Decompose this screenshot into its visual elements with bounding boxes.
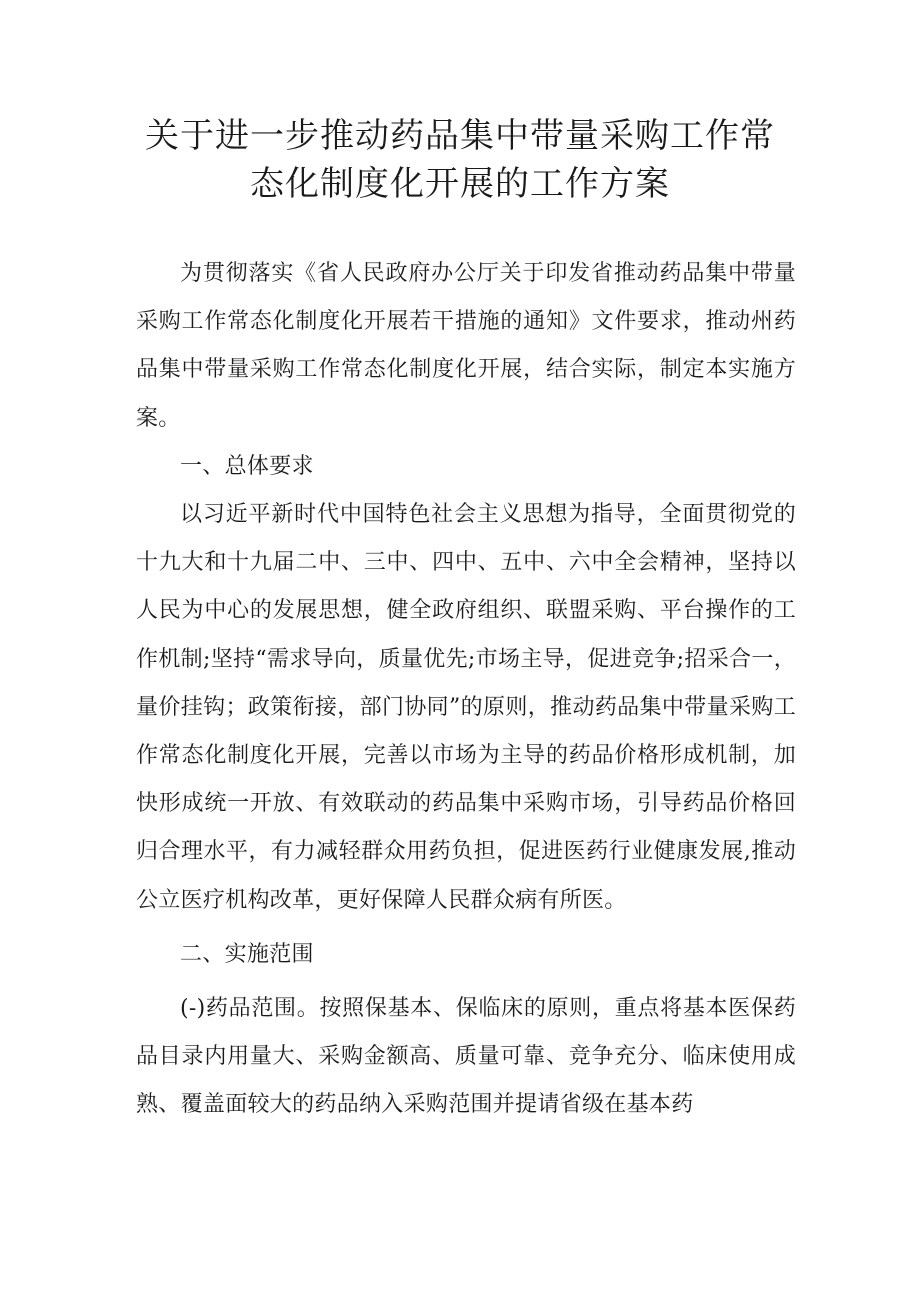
document-body xyxy=(136,250,796,1130)
document-title-line-1: 关于进一步推动药品集中带量采购工作常 xyxy=(145,116,775,156)
section-1-heading: 一、总体要求 xyxy=(180,453,314,479)
document-title-line-2: 态化制度化开展的工作方案 xyxy=(250,164,670,204)
intro-paragraph: 为贯彻落实《省人民政府办公厅关于印发省推动药品集中带量采购工作常态化制度化开展若干措施的通知》文件要求，推动州药品集中带量采购工作常态化制度化开展，结合实际，制定本实施方案。 xyxy=(136,261,796,431)
section-2-item-1-paragraph: (-)药品范围。按照保基本、保临床的原则，重点将基本医保药品目录内用量大、采购金额高、质量可靠、竞争充分、临床使用成熟、覆盖面较大的药品纳入采购范围并提请省级在基本药 xyxy=(136,996,796,1118)
section-2-heading: 二、实施范围 xyxy=(180,941,314,967)
section-1-paragraph: 以习近平新时代中国特色社会主义思想为指导，全面贯彻党的十九大和十九届二中、三中、四中、五中、六中全会精神，坚持以人民为中心的发展思想，健全政府组织、联盟采购、平台操作的工作机制;坚持“需求导向，质量优先;市场主导，促进竞争;招采合一，量价挂钩；政策衔接，部门协同”的原则，推动药品集中带量采购工作常态化制度化开展，完善以市场为主导的药品价格形成机制，加快形成统一开放、有效联动的药品集中采购市场，引导药品价格回归合理水平，有力减轻群众用药负担，促进医药行业健康发展,推动公立医疗机构改革，更好保障人民群众病有所医。 xyxy=(136,502,796,913)
